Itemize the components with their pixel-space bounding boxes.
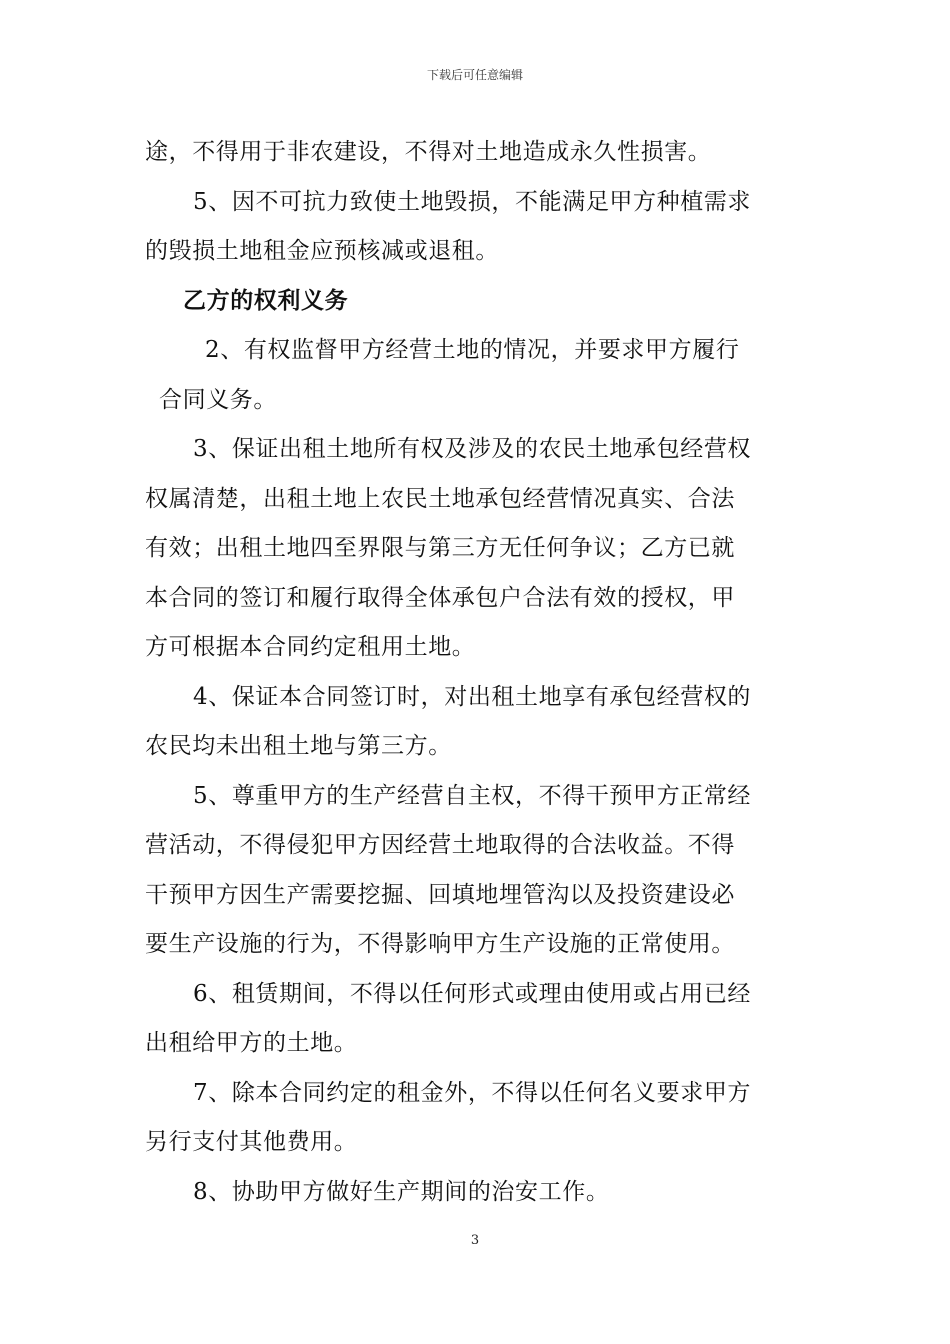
paragraph-line: 方可根据本合同约定租用土地。 xyxy=(145,634,476,660)
paragraph-line: 营活动，不得侵犯甲方因经营土地取得的合法收益。不得 xyxy=(145,832,735,858)
paragraph-line: 权属清楚，出租土地上农民土地承包经营情况真实、合法 xyxy=(145,485,735,512)
paragraph-line: 有效；出租土地四至界限与第三方无任何争议；乙方已就 xyxy=(145,535,735,561)
paragraph-line: 2、有权监督甲方经营土地的情况，并要求甲方履行 xyxy=(205,337,740,363)
paragraph-line: 5、尊重甲方的生产经营自主权，不得干预甲方正常经 xyxy=(193,782,752,809)
paragraph-line: 6、租赁期间，不得以任何形式或理由使用或占用已经 xyxy=(193,980,752,1007)
paragraph-line: 8、协助甲方做好生产期间的治安工作。 xyxy=(193,1178,610,1205)
section-heading: 乙方的权利义务 xyxy=(183,287,349,314)
document-body xyxy=(145,128,807,1217)
paragraph-line: 途，不得用于非农建设，不得对土地造成永久性损害。 xyxy=(145,139,712,165)
page-number: 3 xyxy=(470,1233,480,1248)
paragraph-line: 另行支付其他费用。 xyxy=(145,1129,358,1155)
paragraph-line: 4、保证本合同签订时，对出租土地享有承包经营权的 xyxy=(193,683,752,710)
paragraph-line: 农民均未出租土地与第三方。 xyxy=(145,733,452,759)
paragraph-line: 要生产设施的行为，不得影响甲方生产设施的正常使用。 xyxy=(145,931,735,957)
paragraph-line: 合同义务。 xyxy=(159,386,277,413)
page-header: 下载后可任意编辑 xyxy=(426,68,523,82)
paragraph-line: 3、保证出租土地所有权及涉及的农民土地承包经营权 xyxy=(193,436,752,462)
paragraph-line: 7、除本合同约定的租金外，不得以任何名义要求甲方 xyxy=(193,1079,752,1106)
paragraph-line: 5、因不可抗力致使土地毁损，不能满足甲方种植需求 xyxy=(193,188,752,215)
paragraph-line: 出租给甲方的土地。 xyxy=(145,1030,358,1056)
paragraph-line: 干预甲方因生产需要挖掘、回填地埋管沟以及投资建设必 xyxy=(145,881,735,908)
paragraph-line: 本合同的签订和履行取得全体承包户合法有效的授权，甲 xyxy=(145,584,735,611)
paragraph-line: 的毁损土地租金应预核减或退租。 xyxy=(145,238,499,264)
